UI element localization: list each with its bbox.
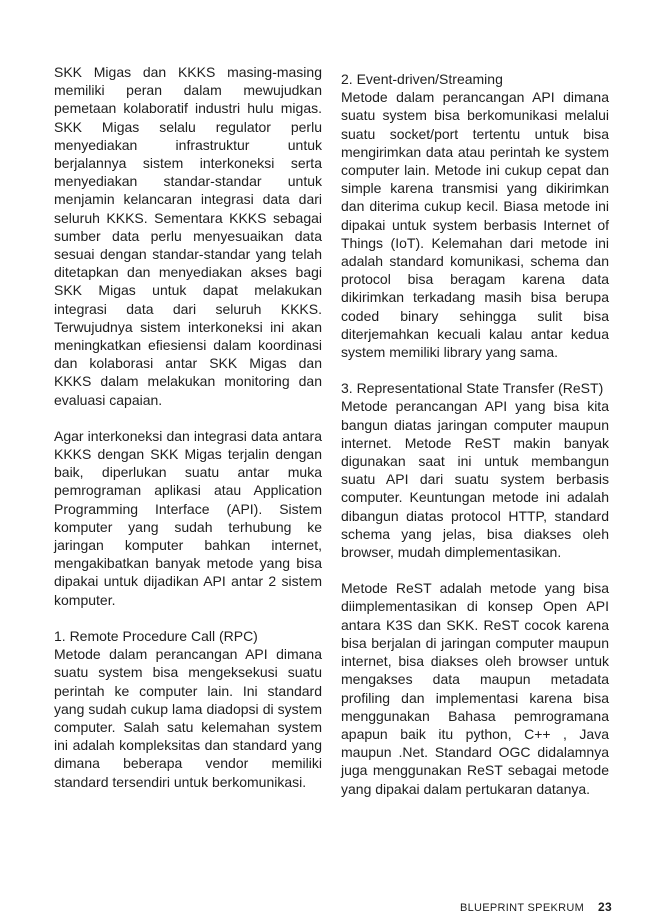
publication-title: BLUEPRINT SPEKRUM [459, 902, 585, 914]
section-rpc [54, 627, 322, 791]
section-event-driven [341, 70, 609, 361]
right-column [341, 70, 609, 816]
section-rpc-heading: 1. Remote Procedure Call (RPC) [54, 627, 258, 644]
page-footer [460, 900, 612, 914]
api-paragraph: Agar interkoneksi dan integrasi data antara KKKS dengan SKK Migas terjalin dengan baik, diperlukan suatu antar muka pemrograman aplikasi atau Application Programming Interface (API). Sistem komputer yang sudah terhubung ke jaringan komputer bahkan internet, mengakibatkan banyak metode yang bisa dipakai untuk dijadikan API antar 2 sistem komputer. [54, 427, 322, 608]
intro-paragraph: SKK Migas dan KKKS masing-masing memiliki peran dalam mewujudkan pemetaan kolaboratif industri hulu migas. SKK Migas selalu regulator perlu menyediakan infrastruktur untuk berjalannya sistem interkoneksi serta menyediakan standar-standar untuk menjamin kelancaran integrasi data dari seluruh KKKS. Sementara KKKS sebagai sumber data perlu menyesuaikan data sesuai dengan standar-standar yang telah ditetapkan dan menyediakan akses bagi SKK Migas untuk dapat melakukan integrasi data dari seluruh KKKS. Terwujudnya sistem interkoneksi ini akan meningkatkan efiesiensi dalam koordinasi dan kolaborasi antar SKK Migas dan KKKS dalam melakukan monitoring dan evaluasi capaian. [54, 64, 322, 408]
section-event-driven-heading: 2. Event-driven/Streaming [341, 71, 503, 87]
section-rest-heading: 3. Representational State Transfer (ReST) [341, 380, 604, 397]
left-column [54, 63, 322, 809]
rest-open-api-paragraph: Metode ReST adalah metode yang bisa diimplementasikan di konsep Open API antara K3S dan SKK. ReST cocok karena bisa berjalan di jaringan computer maupun internet, bisa diakses oleh browser untuk mengakses data maupun metadata profiling dan implementasi karena bisa menggunakan Bahasa pemrogramana apapun baik itu python, C++ , Java maupun .Net. Standard OGC didalamnya juga menggunakan ReST sebagai metode yang dipakai dalam pertukaran datanya. [341, 580, 609, 797]
section-rpc-body: Metode dalam perancangan API dimana suatu system bisa mengeksekusi suatu perintah ke computer lain. Ini standard yang sudah cukup lama diadopsi di system computer. Salah satu kelemahan system ini adalah kompleksitas dan standard yang dimana beberapa vendor memiliki standard tersendiri untuk berkomunikasi. [54, 646, 322, 790]
section-rest-body: Metode perancangan API yang bisa kita bangun diatas jaringan computer maupun internet. Metode ReST makin banyak digunakan saat ini untuk membangun suatu API dari suatu system berbasis computer. Keuntungan metode ini adalah dibangun diatas protocol HTTP, standard schema yang jelas, bisa diakses oleh browser, mudah dimplementasikan. [341, 398, 609, 561]
section-rest [341, 379, 609, 561]
section-event-driven-body: Metode dalam perancangan API dimana suatu system bisa berkomunikasi melalui suatu socket/port tertentu untuk bisa mengirimkan data atau perintah ke system computer lain. Metode ini cukup cepat dan simple karena transmisi yang dikirimkan dan diterima cukup kecil. Biasa metode ini dipakai untuk system berbasis Internet of Things (IoT). Kelemahan dari metode ini adalah standard komunikasi, schema dan protocol bisa beragam karena data dikirimkan terkadang masih bisa berupa coded binary sehingga sulit bisa diterjemahkan kecuali kalau antar kedua system memiliki library yang sama. [341, 89, 609, 361]
page-number: 23 [598, 900, 612, 914]
